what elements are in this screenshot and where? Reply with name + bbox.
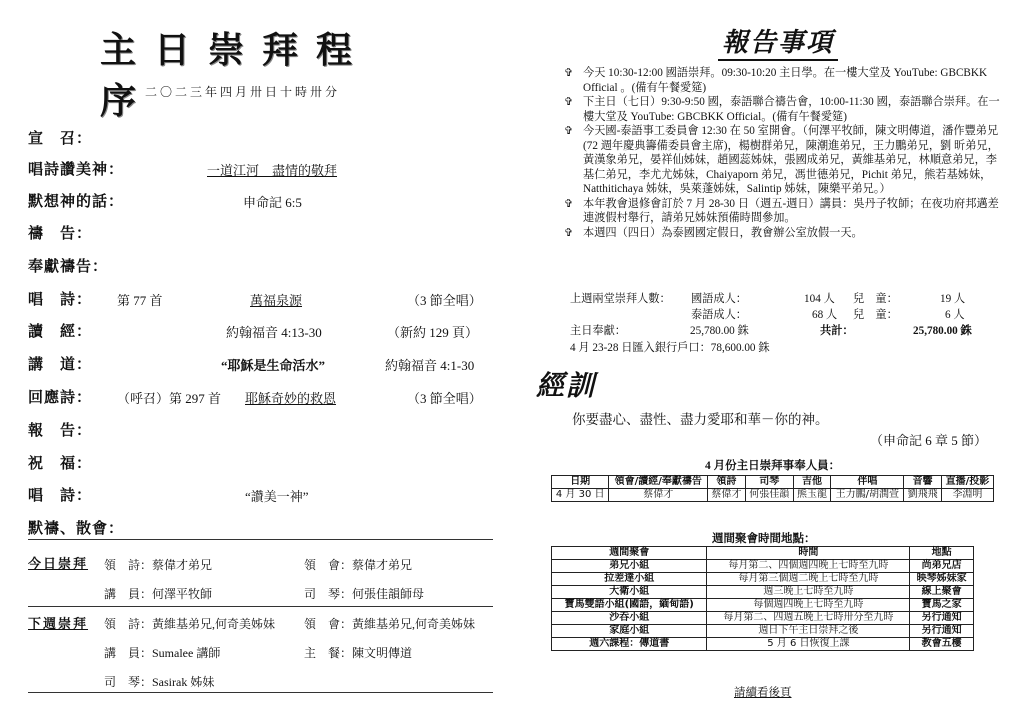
roster-cell: 蔡偉才: [708, 489, 745, 502]
groups-cell: 教會五樓: [910, 638, 974, 651]
total-label: 共計：: [820, 325, 854, 337]
cross-icon: ✞: [564, 96, 574, 108]
next-worship-label: 下週崇拜: [28, 617, 89, 632]
announcements-title: 報告事項: [718, 22, 838, 61]
thai-adult-label: 泰語成人：: [691, 309, 747, 321]
groups-cell: 大衛小組: [552, 586, 707, 599]
order-item-detail: “讚美一神”: [245, 489, 309, 504]
verse-reference: （申命記 6 章 5 節）: [870, 433, 988, 448]
groups-header-row: [552, 547, 974, 560]
roster-header-cell: 日期: [552, 476, 609, 489]
total-amount: 25,780.00 銖: [913, 325, 972, 337]
groups-row: [552, 612, 974, 625]
groups-header-cell: 時間: [707, 547, 910, 560]
groups-cell: 每月第三個週二晚上七時至九時: [707, 573, 910, 586]
next-lead-meeting: 領 會：黃維基弟兄,何奇美姊妹: [304, 617, 476, 631]
groups-cell: 每月第二、四個週四晚上七時至九時: [707, 560, 910, 573]
order-item-label: 宣 召：: [28, 129, 93, 147]
divider-top: [28, 539, 493, 540]
announcement-item: ✞ 本週四（四日）為泰國國定假日，教會辦公室放假一天。: [564, 226, 863, 239]
order-item-label: 唱 詩：: [28, 290, 93, 308]
child1-count: 19 人: [940, 293, 966, 305]
order-item-note: 約翰福音 4:1-30: [385, 358, 475, 373]
announcement-item: ✞ 本年教會退修會訂於 7 月 28-30 日（週五-週日）講員：吳丹子牧師；在夜功府邦邁差連渡假村舉行，請弟兄姊妹預備時間參加。: [564, 197, 999, 224]
order-item-label: 禱 告：: [28, 224, 93, 242]
order-item-note: （3 節全唱）: [407, 391, 482, 406]
groups-cell: 尚弟兄店: [910, 560, 974, 573]
cross-icon: ✞: [564, 226, 574, 239]
order-item-detail: 一道江河 盡情的敬拜: [207, 163, 338, 178]
cross-icon: ✞: [564, 125, 574, 137]
today-speaker: 講 員：何澤平牧師: [104, 587, 213, 601]
next-speaker: 講 員：Sumalee 講師: [104, 646, 221, 660]
order-item-label: 讀 經：: [28, 322, 93, 340]
groups-title: 週間聚會時間地點：: [712, 533, 816, 545]
roster-header-cell: 吉他: [793, 476, 830, 489]
next-supper: 主 餐：陳文明傳道: [304, 646, 413, 660]
offering-amount: 25,780.00 銖: [690, 325, 749, 337]
roster-header-cell: 司琴: [745, 476, 793, 489]
roster-title: 4 月份主日崇拜事奉人員：: [705, 460, 841, 472]
order-item-label: 唱 詩：: [28, 486, 93, 504]
order-item-label: 講 道：: [28, 355, 93, 373]
order-item-note: （新約 129 頁）: [387, 325, 479, 340]
announcement-item: ✞ 今天國-泰語事工委員會 12:30 在 50 室開會。（何澤平牧師，陳文明傳道，潘作豐弟兄(72 週年慶典籌備委員會主席)，楊樹群弟兄，陳潮進弟兄，王力鵬弟兄，劉 昕弟兄，黃漢象弟兄，晏祥仙姊妹，趙國蕊姊妹，張國成弟兄，黃維基弟兄，林順意弟兄，李基仁弟兄，李尤尤姊妹，Chaiyaporn 弟兄，馮世德弟兄，Pichit 弟兄，熊若基姊妹，Natthitichaya 姊妹，吳萊蓬姊妹，Salintip 姊妹，陳樂平弟兄。）: [564, 125, 999, 195]
groups-table: [551, 546, 974, 651]
order-item-hymn-title: 萬福泉源: [250, 293, 303, 308]
roster-cell: 蔡偉才: [609, 489, 708, 502]
order-item-label: 回應詩：: [28, 388, 93, 406]
groups-header-cell: 週間聚會: [552, 547, 707, 560]
roster-cell: 王力鵬/胡潤萱: [831, 489, 904, 502]
groups-cell: 拉差達小組: [552, 573, 707, 586]
today-piano: 司 琴：何張佳韻師母: [304, 587, 425, 601]
groups-row: [552, 625, 974, 638]
groups-cell: 另行通知: [910, 612, 974, 625]
groups-row: [552, 638, 974, 651]
order-item-detail: （呼召）第 297 首: [117, 391, 222, 406]
roster-cell: 何張佳韻: [745, 489, 793, 502]
groups-cell: 週日下午主日崇拜之後: [707, 625, 910, 638]
mandarin-adult-label: 國語成人：: [691, 293, 747, 305]
groups-cell: 5 月 6 日恢復上課: [707, 638, 910, 651]
order-item-hymn-title: 耶穌奇妙的救恩: [245, 391, 337, 406]
offering-label: 主日奉獻：: [570, 325, 626, 337]
cross-icon: ✞: [564, 67, 574, 79]
groups-cell: 每月第二、四週五晚上七時卅分至九時: [707, 612, 910, 625]
child1-label: 兒 童：: [853, 293, 898, 305]
groups-cell: 週三晚上七時至九時: [707, 586, 910, 599]
groups-row: [552, 560, 974, 573]
child2-count: 6 人: [945, 309, 965, 321]
attendance-label: 上週兩堂崇拜人數：: [570, 293, 671, 305]
groups-row: [552, 586, 974, 599]
order-item-note: （3 節全唱）: [407, 293, 482, 308]
order-item-label: 默想神的話：: [28, 192, 125, 210]
announcement-list: [564, 66, 1004, 240]
next-lead-song: 領 詩：黃維基弟兄,何奇美姊妹: [104, 617, 276, 631]
groups-cell: 每個週四晚上七時至九時: [707, 599, 910, 612]
child2-label: 兒 童：: [853, 309, 898, 321]
page-title: 主日崇拜程序: [100, 29, 371, 122]
order-item-label: 奉獻禱告：: [28, 257, 109, 275]
verse-title: 經訓: [536, 369, 597, 402]
roster-cell: 熊玉龍: [793, 489, 830, 502]
roster-cell: 4 月 30 日: [552, 489, 609, 502]
order-item-label: 報 告：: [28, 421, 93, 439]
continued-note: 請續看後頁: [734, 687, 792, 699]
groups-cell: 沙吞小組: [552, 612, 707, 625]
today-lead-song: 領 詩：蔡偉才弟兄: [104, 558, 213, 572]
order-item-detail: “耶穌是生命活水”: [221, 358, 326, 373]
groups-header-cell: 地點: [910, 547, 974, 560]
verse-text: 你要盡心、盡性、盡力愛耶和華－你的神。: [572, 412, 829, 427]
roster-header-cell: 直播/投影: [941, 476, 993, 489]
next-piano: 司 琴：Sasirak 姊妹: [104, 675, 215, 689]
order-item-label: 祝 福：: [28, 454, 93, 472]
roster-header-cell: 音響: [904, 476, 941, 489]
bank-deposit: 4 月 23-28 日匯入銀行戶口：78,600.00 銖: [570, 342, 770, 354]
groups-cell: 映琴姊妹家: [910, 573, 974, 586]
groups-cell: 週六課程：傳道書: [552, 638, 707, 651]
today-lead-meeting: 領 會：蔡偉才弟兄: [304, 558, 413, 572]
order-item-detail: 第 77 首: [117, 293, 163, 308]
roster-cell: 李淵明: [941, 489, 993, 502]
mandarin-adult-count: 104 人: [804, 293, 835, 305]
groups-cell: 弟兄小組: [552, 560, 707, 573]
thai-adult-count: 68 人: [812, 309, 838, 321]
roster-header-cell: 伴唱: [831, 476, 904, 489]
roster-header-cell: 領詩: [708, 476, 745, 489]
cross-icon: ✞: [564, 197, 574, 210]
groups-cell: 寶馬之家: [910, 599, 974, 612]
announcement-item: ✞ 今天 10:30-12:00 國語崇拜。09:30-10:20 主日學。在一樓大堂及 YouTube: GBCBKK Official 。(備有午餐愛筵): [564, 67, 988, 94]
order-item-detail: 約翰福音 4:13-30: [226, 325, 322, 340]
divider-mid: [28, 606, 493, 607]
roster-header-cell: 領會/讀經/奉獻禱告: [609, 476, 708, 489]
divider-bottom: [28, 692, 493, 693]
service-date: 二〇二三年四月卅日十時卅分: [145, 85, 341, 99]
groups-cell: 另行通知: [910, 625, 974, 638]
groups-cell: 線上聚會: [910, 586, 974, 599]
groups-row: [552, 599, 974, 612]
groups-cell: 家庭小組: [552, 625, 707, 638]
order-item-label: 唱詩讚美神：: [28, 160, 125, 178]
today-worship-label: 今日崇拜: [28, 557, 89, 572]
order-item-detail: 申命記 6:5: [243, 195, 302, 210]
groups-row: [552, 573, 974, 586]
announcement-item: ✞ 下主日（七日）9:30-9:50 國，泰語聯合禱告會，10:00-11:30 國，泰語聯合崇拜。在一樓大堂及 YouTube: GBCBKK Official。(備有午餐愛筵): [564, 96, 1000, 123]
roster-row: [552, 489, 994, 502]
roster-header-row: [552, 476, 994, 489]
order-item-label: 默禱、散會：: [28, 519, 125, 537]
groups-cell: 寶馬雙語小組(國語，緬甸語): [552, 599, 707, 612]
roster-cell: 劉飛飛: [904, 489, 941, 502]
roster-table: [551, 475, 994, 502]
